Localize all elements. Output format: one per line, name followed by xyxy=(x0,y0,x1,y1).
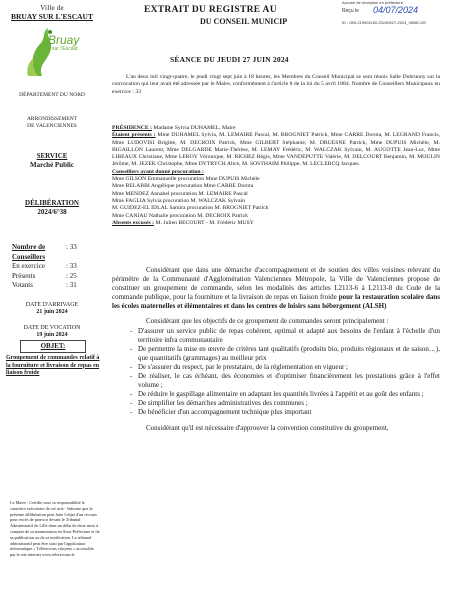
count-label: Présents xyxy=(12,271,36,280)
presidence-text: Madame Sylvia DUHAMEL, Maire xyxy=(151,125,236,131)
service-value: Marché Public xyxy=(29,161,74,169)
document-subtitle: DU CONSEIL MUNICIP xyxy=(200,17,288,26)
deliberation-body xyxy=(112,266,440,433)
absents-label: Absents excusés : xyxy=(112,219,155,226)
procuration-item: Mme MENDEZ Annabel procuration M. LEMAIRE Pascal xyxy=(112,190,248,197)
presences-block xyxy=(112,125,440,227)
arrondissement-line1: ARRONDISSEMENT xyxy=(26,116,78,122)
arrondissement-line2: DE VALENCIENNES xyxy=(27,123,77,129)
list-item: - De permettre la mise en œuvre de critères tant qualitatifs (produits bio, produits régionaux et de saison…), que quantitatifs (grammages) au meilleur prix xyxy=(132,345,440,363)
objet-title: OBJET: xyxy=(20,340,86,353)
count-value-total: : 33 xyxy=(66,243,77,251)
count-row xyxy=(12,281,102,291)
departement: DÉPARTEMENT DU NORD xyxy=(19,92,85,98)
service-title: SERVICE xyxy=(36,152,68,160)
list-item: - De simplifier les démarches administratives des communes ; xyxy=(132,399,440,408)
presents-line xyxy=(112,132,440,168)
count-value: : 25 xyxy=(66,271,77,280)
considerant-1-text: Considérant que dans une démarche d'accompagnement et de soutien des villes voisines relevant du périmètre de la Communauté d'Agglomération Valenciennes Métropole, la Ville de Valenciennes propose de constituer un groupement de commande, selon les modalités des articles L2113-6 à L2113-8 du Code de la commande publique, pour la fourniture et la livraison de repas en liaison froide xyxy=(112,266,440,302)
procuration-label: Conseillers ayant donné procuration : xyxy=(112,168,204,175)
presents-text: Mme DUHAMEL Sylvia, M. LEMAIRE Pascal, M. BROGNIET Patrick, Mme CARRE Dorota, M. LEGRAND Francis, Mme LUDOVISI Brigitte, M. DECROIX Patrick, Mme GILBERT Stéphanie, M. DRUESNE Patrick, Mme DUPUIS Michèle, M. BIGAILLON Laurent, Mme DELGARDE Marie-Thérèse, M. LEMAY Frédéric, M. WALCZAK Sylvain, M. AUGOTTE Jean-Luc, Mme LIBEAUX Christiane, Mme LEROY Véronique, M. RICHEZ Régis, Mme VANDEPUTTE Valérie, M. DELCOURT Benjamin, M. MOULIN Jérôme, M. JEZEK Christophe, Mme DYTRYCH Alice, M. SOSTHAIM Philippe, M. LECLERCQ Jacques. xyxy=(112,132,440,168)
logo-subtext: sur l'Escaut xyxy=(52,46,78,52)
count-label: Nombre de Conseillers xyxy=(12,243,46,261)
count-value: : 33 xyxy=(66,262,77,270)
considerant-1 xyxy=(112,266,440,311)
absents-line xyxy=(112,220,440,227)
seance-title: SÉANCE DU JEUDI 27 JUIN 2024 xyxy=(170,55,289,64)
procuration-item: Mme CANIAU Nathalie procuration M. DECROIX Patrick xyxy=(112,212,249,219)
maire-note: Le Maire : Certifie sous sa responsabilité le caractère exécutoire de cet acte - Informe que la présente délibération peut faire l'objet d'un recours pour excès de pouvoir devant le Tribunal Administratif de Lille dans un délai de deux mois à compter de sa transmission en Sous-Préfecture et de sa publication ou de sa notification. Le tribunal administratif peut être saisi par l'application informatique « Télérecours citoyens » accessible par le site internet www.telerecours.fr xyxy=(10,500,100,558)
procuration-item: Mme FAGLIA Sylvia procuration M. WALCZAK Sylvain xyxy=(112,197,245,204)
intro-paragraph: L'an deux mil vingt-quatre, le jeudi vingt sept juin à 18 heures, les Membres du Conseil Municipal se sont réunis Salle Dubrunoy sur la convocation qui leur avait été adressée par le Maire, conformément à l'article 8 de la loi du 5 avril 1884. Nombre de Conseillers Municipaux en exercice : 33 xyxy=(112,74,440,95)
list-item: - De bénéficier d'un accompagnement technique plus important xyxy=(132,408,440,417)
list-item: - D'assurer un service public de repas cohérent, optimal et adapté aux besoins de l'enfant à l'échelle d'un territoire infra communautaire xyxy=(132,327,440,345)
count-row xyxy=(12,243,102,262)
list-item: - De réaliser, le cas échéant, des économies et d'optimiser financièrement les prestations grâce à l'effet volume ; xyxy=(132,372,440,390)
objet-text: Groupement de commandes relatif à la fourniture et livraison de repas en liaison froide xyxy=(6,355,100,376)
count-label: Votants xyxy=(12,281,33,289)
presidence-label: PRÉSIDENCE : xyxy=(112,125,152,131)
objectives-list xyxy=(112,327,440,418)
stamp-date: 04/07/2024 xyxy=(373,5,419,15)
list-item: - De s'assurer du respect, par le prestataire, de la réglementation en vigueur ; xyxy=(132,363,440,372)
count-label: En exercice xyxy=(12,262,45,270)
ville-label: Ville de xyxy=(40,4,64,12)
list-item: - De réduire le gaspillage alimentaire en adaptant les quantités livrées à l'appétit et au goût des enfants ; xyxy=(132,390,440,399)
count-row xyxy=(12,262,102,272)
procuration-item: Mme BELABBI Angélique procuration Mme CARRE Dorota xyxy=(112,183,254,190)
considerant-2: Considérant que les objectifs de ce groupement de commandes seront principalement : xyxy=(146,317,389,326)
deliberation-number: 2024/6°38 xyxy=(37,208,67,216)
document-title: EXTRAIT DU REGISTRE AU xyxy=(144,5,277,15)
count-value: : 31 xyxy=(66,281,77,289)
considerant-3: Considérant qu'il est nécessaire d'approuver la convention constitutive du groupement, xyxy=(146,423,389,432)
convocation-title: DATE DE VOCATION xyxy=(23,325,81,331)
ville-name: BRUAY SUR L'ESCAUT xyxy=(11,12,93,21)
arrivee-title: DATE D'ARRIVAGE xyxy=(25,302,79,308)
arrondissement xyxy=(4,116,100,130)
deliberation-title: DÉLIBÉRATION xyxy=(25,199,79,207)
count-row xyxy=(12,272,102,282)
procuration-item: Mme GILSON Emmanuelle procuration Mme DUPUIS Michèle xyxy=(112,176,260,183)
stamp-line2: Reçu le xyxy=(342,8,359,14)
stamp-line1: Accusé de réception en préfecture xyxy=(342,0,403,5)
stamp-line3: ID : 059-219901150-20240627-2024_06ME-DE xyxy=(342,20,426,25)
presents-label: Étaient présents : xyxy=(112,132,156,139)
arrivee-date: 21 juin 2024 xyxy=(36,309,68,315)
considerant-1-bold: pour la restauration scolaire dans les écoles maternelles et élémentaires et dans les centres de loisirs sans hébergement (ALSH) xyxy=(112,293,440,311)
logo-text: Bruay xyxy=(48,33,80,47)
convocation-date: 19 juin 2024 xyxy=(36,332,68,338)
procuration-item: M. GUIDEZ-EL IDLAL Samira procuration M. BROGNIET Patrick xyxy=(112,205,269,212)
absents-text: M. Julien BECOURT - M. Frédéric MUSY xyxy=(154,219,254,226)
counts-block xyxy=(12,243,102,291)
